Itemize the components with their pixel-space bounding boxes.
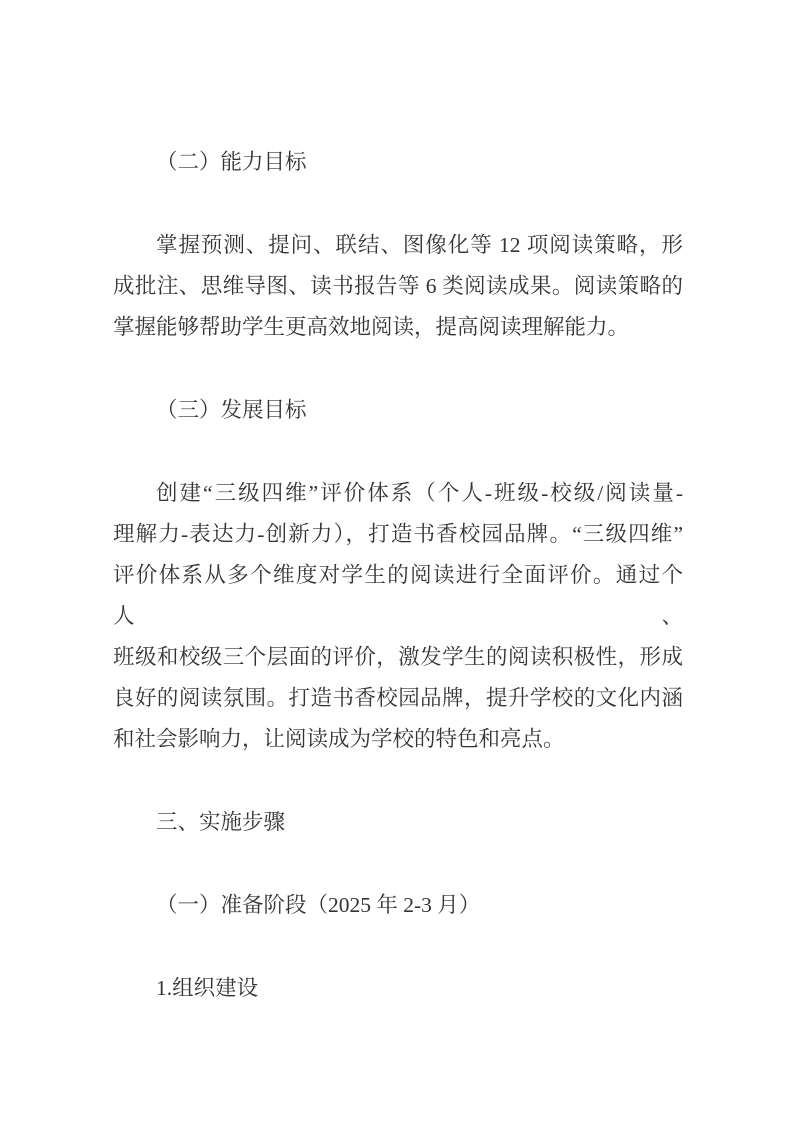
text-line: 创建“三级四维”评价体系（个人-班级-校级/阅读量-: [156, 481, 683, 505]
text-line: 评价体系从多个维度对学生的阅读进行全面评价。通过个人、: [113, 563, 683, 628]
text-line: 理解力-表达力-创新力），打造书香校园品牌。“三级四维”: [113, 522, 683, 546]
heading: （三）发展目标: [156, 398, 307, 422]
text-line: 班级和校级三个层面的评价，激发学生的阅读积极性，形成: [113, 645, 683, 669]
heading: 三、实施步骤: [156, 810, 286, 834]
text-line: 掌握预测、提问、联结、图像化等 12 项阅读策略，形: [156, 233, 683, 257]
document-body: [113, 142, 683, 1009]
paragraph: [113, 473, 683, 760]
paragraph: [113, 225, 683, 348]
heading: （二）能力目标: [156, 150, 307, 174]
heading: （一）准备阶段（2025 年 2-3 月）: [156, 893, 481, 917]
heading: 1.组织建设: [156, 976, 259, 1000]
text-line: 成批注、思维导图、读书报告等 6 类阅读成果。阅读策略的: [113, 274, 683, 298]
text-line: 和社会影响力，让阅读成为学校的特色和亮点。: [113, 727, 565, 751]
text-line: 掌握能够帮助学生更高效地阅读，提高阅读理解能力。: [113, 315, 630, 339]
text-line: 良好的阅读氛围。打造书香校园品牌，提升学校的文化内涵: [113, 686, 683, 710]
